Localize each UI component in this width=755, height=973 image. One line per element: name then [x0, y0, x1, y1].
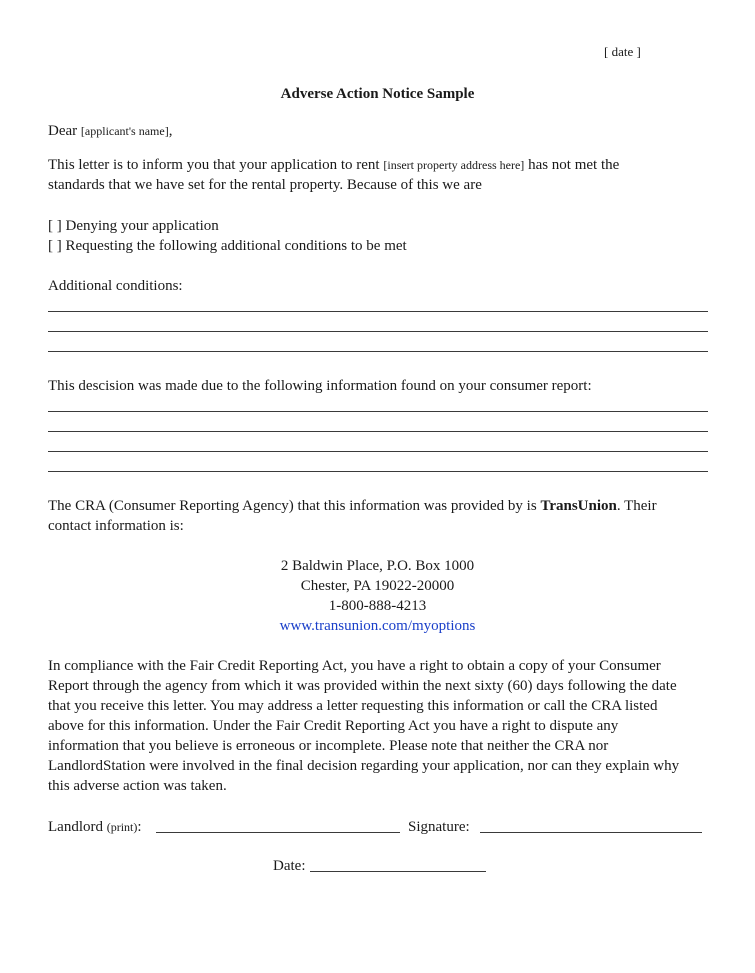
compliance-line: that you receive this letter. You may address a letter requesting this information or call the CRA listed	[48, 698, 658, 714]
signature-field[interactable]	[480, 818, 702, 833]
address-city: Chester, PA 19022-20000	[300, 578, 455, 594]
address-street: 2 Baldwin Place, P.O. Box 1000	[280, 558, 475, 574]
decision-line	[48, 431, 708, 432]
address-phone: 1-800-888-4213	[328, 598, 427, 614]
intro-text: This letter is to inform you that your application to rent	[48, 157, 380, 173]
compliance-line: In compliance with the Fair Credit Reporting Act, you have a right to obtain a copy of your Consumer	[48, 658, 661, 674]
compliance-line: above for this information. Under the Fair Credit Reporting Act you have a right to dispute any	[48, 718, 619, 734]
property-address-placeholder: [insert property address here]	[383, 158, 525, 172]
landlord-colon: :	[137, 819, 142, 835]
decision-line	[48, 471, 708, 472]
cra-line-1	[48, 496, 657, 516]
date-placeholder: [ date ]	[604, 44, 641, 59]
greeting-dear: Dear	[48, 123, 78, 139]
date-label: Date:	[273, 858, 306, 874]
option-conditions-checkbox[interactable]: [ ]	[48, 238, 62, 254]
compliance-line: Report through the agency from which it was provided within the next sixty (60) days following the date	[48, 678, 677, 694]
compliance-line: information that you believe is erroneous or incomplete. Please note that neither the CRA nor	[48, 738, 609, 754]
landlord-label: Landlord	[48, 819, 103, 835]
website-link[interactable]: www.transunion.com/myoptions	[279, 618, 476, 634]
compliance-paragraph	[48, 656, 716, 796]
option-conditions	[48, 236, 407, 256]
cra-agency-name: TransUnion	[540, 498, 617, 514]
page-title: Adverse Action Notice Sample	[280, 86, 475, 102]
cra-text-after: . Their	[616, 498, 657, 514]
conditions-line	[48, 351, 708, 352]
conditions-line	[48, 311, 708, 312]
decision-label: This descision was made due to the following information found on your consumer report:	[48, 378, 592, 394]
greeting-comma: ,	[168, 123, 173, 139]
conditions-line	[48, 331, 708, 332]
compliance-line: this adverse action was taken.	[48, 778, 227, 794]
decision-line	[48, 451, 708, 452]
compliance-line: LandlordStation were involved in the final decision regarding your application, nor can they explain why	[48, 758, 680, 774]
option-deny-checkbox[interactable]: [ ]	[48, 218, 62, 234]
date-field[interactable]	[310, 857, 486, 872]
applicant-name-placeholder: [applicant's name]	[80, 124, 169, 138]
cra-text: The CRA (Consumer Reporting Agency) that this information was provided by is	[48, 498, 537, 514]
intro-text-after: has not met the	[528, 157, 620, 173]
cra-line-2: contact information is:	[48, 518, 184, 534]
option-conditions-label: Requesting the following additional conditions to be met	[65, 238, 407, 254]
option-deny-label: Denying your application	[65, 218, 219, 234]
intro-line-2: standards that we have set for the rental property. Because of this we are	[48, 177, 482, 193]
print-label: (print)	[106, 820, 138, 834]
intro-line-1	[48, 155, 619, 175]
option-deny	[48, 216, 219, 236]
landlord-signoff	[48, 817, 142, 837]
decision-line	[48, 411, 708, 412]
landlord-name-field[interactable]	[156, 818, 400, 833]
greeting	[48, 121, 172, 141]
signature-label: Signature:	[408, 819, 470, 835]
additional-conditions-label: Additional conditions:	[48, 278, 183, 294]
address-website	[0, 616, 755, 636]
